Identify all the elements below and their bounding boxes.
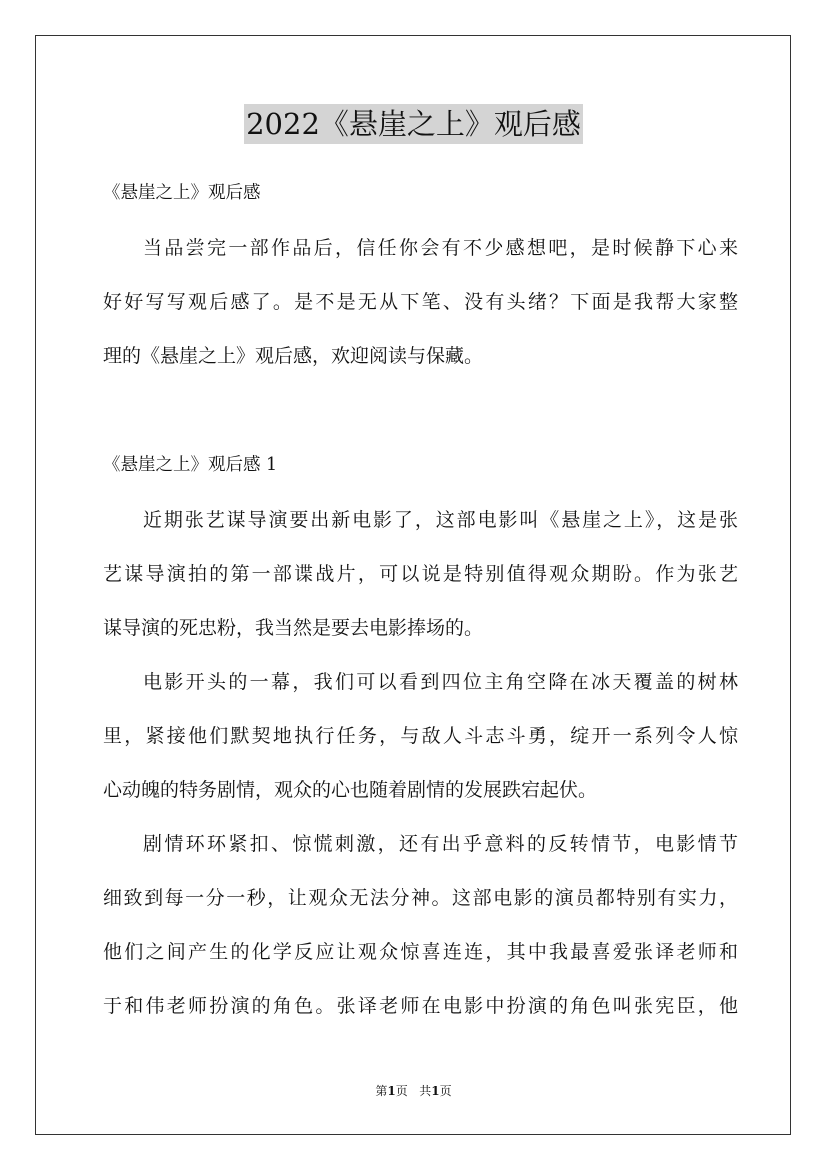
paragraph-3 — [103, 832, 738, 1048]
total-pages: 1 — [431, 1084, 440, 1098]
page-suffix: 页 — [395, 1084, 408, 1098]
intro-heading: 《悬崖之上》观后感 — [103, 183, 261, 203]
intro-paragraph — [103, 236, 738, 398]
paragraph-line: 剧情环环紧扣、惊慌刺激，还有出乎意料的反转情节，电影情节 — [143, 833, 738, 855]
page-footer — [0, 1083, 827, 1099]
title-container — [0, 104, 827, 144]
paragraph-2 — [103, 670, 738, 832]
total-suffix: 页 — [439, 1084, 452, 1098]
document-title: 2022《悬崖之上》观后感 — [244, 104, 583, 144]
paragraph-line: 理的《悬崖之上》观后感，欢迎阅读与保藏。 — [103, 345, 484, 367]
paragraph-line: 艺谋导演拍的第一部谍战片，可以说是特别值得观众期盼。作为张艺 — [103, 563, 738, 585]
paragraph-line: 当品尝完一部作品后，信任你会有不少感想吧，是时候静下心来 — [143, 237, 738, 259]
paragraph-line: 近期张艺谋导演要出新电影了，这部电影叫《悬崖之上》，这是张 — [143, 509, 738, 531]
section-heading-1: 《悬崖之上》观后感 1 — [103, 455, 278, 475]
page-number: 1 — [387, 1084, 396, 1098]
total-prefix: 共 — [419, 1084, 432, 1098]
page-prefix: 第 — [375, 1084, 388, 1098]
paragraph-1 — [103, 508, 738, 670]
paragraph-line: 谋导演的死忠粉，我当然是要去电影捧场的。 — [103, 617, 484, 639]
paragraph-line: 他们之间产生的化学反应让观众惊喜连连，其中我最喜爱张译老师和 — [103, 941, 738, 963]
paragraph-line: 里，紧接他们默契地执行任务，与敌人斗志斗勇，绽开一系列令人惊 — [103, 725, 738, 747]
paragraph-line: 好好写写观后感了。是不是无从下笔、没有头绪？下面是我帮大家整 — [103, 291, 738, 313]
paragraph-line: 心动魄的特务剧情，观众的心也随着剧情的发展跌宕起伏。 — [103, 779, 598, 801]
paragraph-line: 于和伟老师扮演的角色。张译老师在电影中扮演的角色叫张宪臣，他 — [103, 995, 738, 1017]
paragraph-line: 细致到每一分一秒，让观众无法分神。这部电影的演员都特别有实力， — [103, 887, 738, 909]
paragraph-line: 电影开头的一幕，我们可以看到四位主角空降在冰天覆盖的树林 — [143, 671, 738, 693]
